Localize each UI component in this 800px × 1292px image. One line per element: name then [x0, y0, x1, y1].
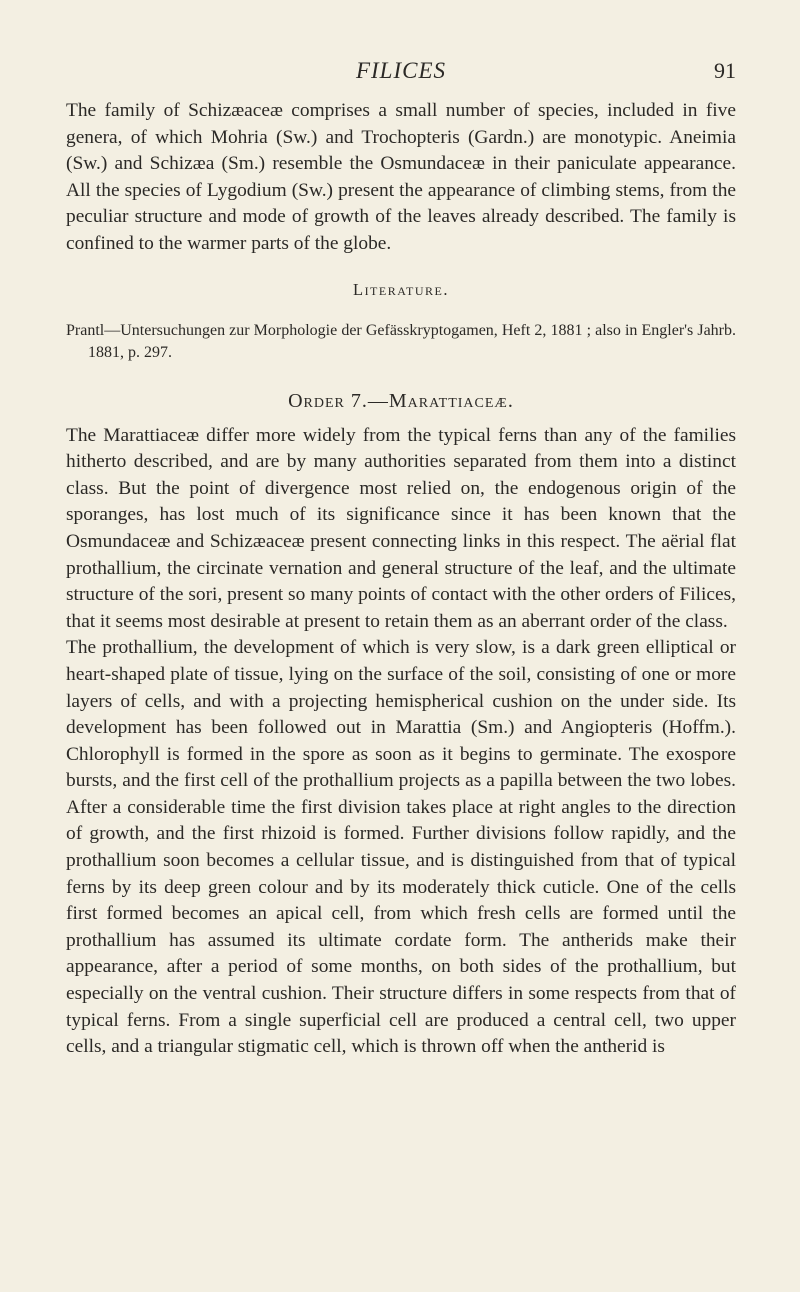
literature-entry: Prantl—Untersuchungen zur Morphologie der Gefässkryptogamen, Heft 2, 1881 ; also in Engler's Jahrb. 1881, p. 297.: [66, 321, 736, 361]
paragraph-schizaeaceae: The family of Schizæaceæ comprises a small number of species, included in five genera, of which Mohria (Sw.) and Trochopteris (Gardn.) are monotypic. Aneimia (Sw.) and Schizæa (Sm.) resemble the Osmundaceæ in their paniculate appearance. All the species of Lygodium (Sw.) present the appearance of climbing stems, from the peculiar structure and mode of growth of the leaves already described. The family is confined to the warmer parts of the globe.: [66, 100, 736, 254]
paragraph-prothallium: The prothallium, the development of which is very slow, is a dark green elliptical or heart-shaped plate of tissue, lying on the surface of the soil, consisting of one or more layers of cells, and with a projecting hemispherical cushion on the under side. Its development has been followed out in Marattia (Sm.) and Angiopteris (Hoffm.). Chlorophyll is formed in the spore as soon as it begins to germinate. The exospore bursts, and the first cell of the prothallium projects as a papilla between the two lobes. After a considerable time the first division takes place at right angles to the direction of growth, and the first rhizoid is formed. Further divisions follow rapidly, and the prothallium soon becomes a cellular tissue, and is distinguished from that of typical ferns by its deep green colour and by its moderately thick cuticle. One of the cells first formed becomes an apical cell, from which fresh cells are formed until the prothallium has assumed its ultimate cordate form. The antherids make their appearance, after a period of some months, on both sides of the prothallium, but especially on the ventral cushion. Their structure differs in some respects from that of typical ferns. From a single superficial cell are produced a central cell, two upper cells, and a triangular stigmatic cell, which is thrown off when the antherid is: [66, 637, 736, 1058]
literature-heading: Literature.: [352, 279, 450, 299]
order-heading: Order 7.—Marattiaceæ.: [288, 389, 514, 412]
paragraph-marattiaceae-intro: The Marattiaceæ differ more widely from the typical ferns than any of the families hitherto described, and are by many authorities separated from them into a distinct class. But the point of divergence most relied on, the endogenous origin of the sporanges, has lost much of its significance since it has been known that the Osmundaceæ and Schizæaceæ present connecting links in this respect. The aërial flat prothallium, the circinate vernation and general structure of the leaf, and the ultimate structure of the sori, present so many points of contact with the other orders of Filices, that it seems most desirable at present to retain them as an aberrant order of the class.: [66, 424, 736, 632]
page-number: 91: [714, 58, 736, 83]
running-head: [66, 58, 736, 98]
running-title: FILICES: [355, 58, 447, 83]
